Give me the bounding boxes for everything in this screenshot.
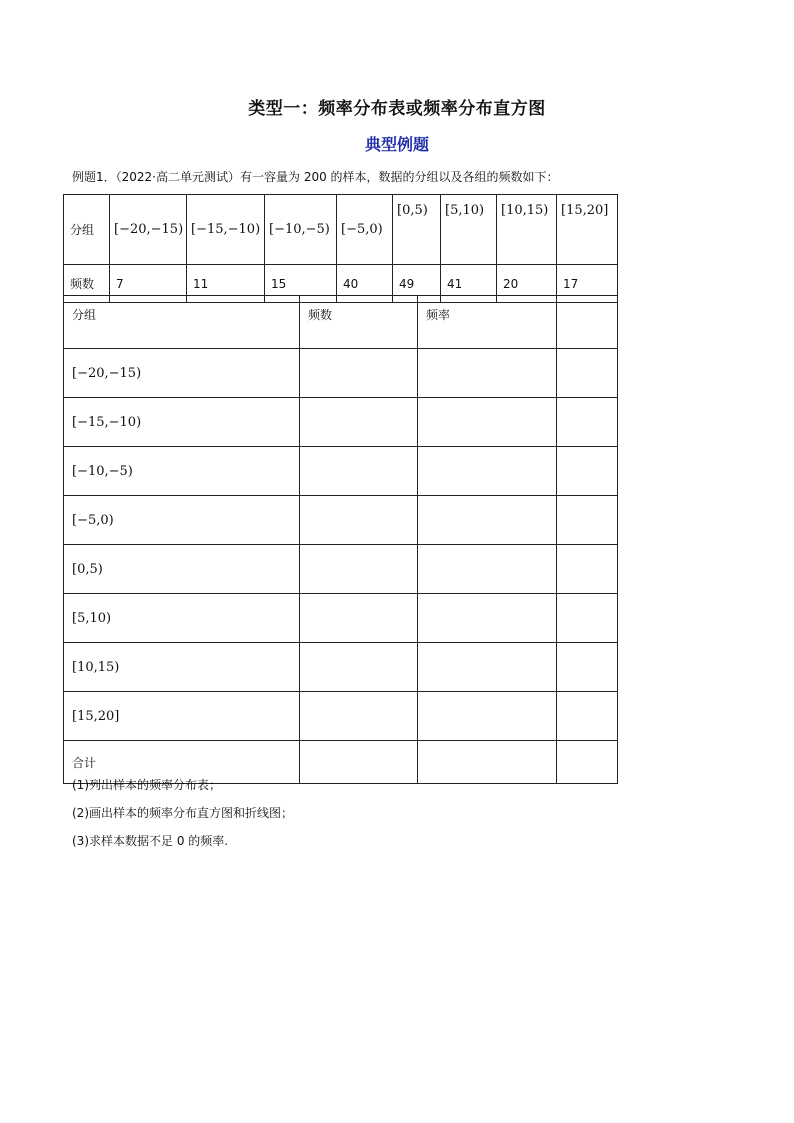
dist-interval-cell: [5,10) <box>64 594 300 643</box>
header-group: 分组 <box>64 195 110 265</box>
blank-cell <box>418 545 557 594</box>
interval-cell: [−15,−10) <box>187 195 265 265</box>
blank-cell <box>557 496 618 545</box>
dist-header-row <box>64 296 618 349</box>
blank-cell <box>557 594 618 643</box>
blank-cell <box>418 594 557 643</box>
count-cell: 20 <box>497 265 557 303</box>
blank-cell <box>300 692 418 741</box>
dist-interval-cell: [0,5) <box>64 545 300 594</box>
interval-cell: [15,20] <box>557 195 618 265</box>
dist-interval-cell: [−20,−15) <box>64 349 300 398</box>
blank-cell <box>418 398 557 447</box>
interval-cell: [−20,−15) <box>110 195 187 265</box>
question-3: (3)求样本数据不足 0 的频率. <box>72 834 229 848</box>
count-cell: 15 <box>265 265 337 303</box>
interval-cell: [10,15) <box>497 195 557 265</box>
count-cell: 7 <box>110 265 187 303</box>
dist-row <box>64 594 618 643</box>
problem-label: 例题1． <box>72 170 116 184</box>
dist-row <box>64 447 618 496</box>
interval-cell: [5,10) <box>441 195 497 265</box>
question-2: (2)画出样本的频率分布直方图和折线图； <box>72 806 293 820</box>
problem-source: （2022·高二单元测试） <box>115 170 240 184</box>
dist-row <box>64 496 618 545</box>
count-cell: 11 <box>187 265 265 303</box>
blank-cell <box>300 398 418 447</box>
blank-cell <box>557 545 618 594</box>
blank-cell <box>418 741 557 784</box>
interval-cell: [−10,−5) <box>265 195 337 265</box>
count-cell: 17 <box>557 265 618 303</box>
count-cell: 41 <box>441 265 497 303</box>
blank-cell <box>300 643 418 692</box>
dist-interval-cell: [−5,0) <box>64 496 300 545</box>
dist-header-rate: 频率 <box>418 296 557 349</box>
count-cell: 40 <box>337 265 393 303</box>
count-cell: 49 <box>393 265 441 303</box>
dist-row <box>64 643 618 692</box>
dist-interval-cell: [10,15) <box>64 643 300 692</box>
blank-cell <box>418 692 557 741</box>
problem-text: 有一容量为 200 的样本，数据的分组以及各组的频数如下： <box>240 170 559 184</box>
blank-cell <box>300 447 418 496</box>
interval-cell: [0,5) <box>393 195 441 265</box>
dist-header-group: 分组 <box>64 296 300 349</box>
blank-cell <box>418 447 557 496</box>
blank-cell <box>300 349 418 398</box>
frequency-count-table <box>63 194 618 303</box>
blank-cell <box>300 496 418 545</box>
blank-cell <box>300 594 418 643</box>
header-count: 频数 <box>64 265 110 303</box>
dist-interval-cell: [−15,−10) <box>64 398 300 447</box>
blank-cell <box>418 496 557 545</box>
interval-cell: [−5,0) <box>337 195 393 265</box>
blank-cell <box>300 741 418 784</box>
dist-header-count: 频数 <box>300 296 418 349</box>
dist-row <box>64 692 618 741</box>
question-1: (1)列出样本的频率分布表； <box>72 778 221 792</box>
section-subtitle: 典型例题 <box>364 135 429 154</box>
dist-row <box>64 398 618 447</box>
blank-cell <box>557 447 618 496</box>
blank-cell <box>418 643 557 692</box>
total-label: 合计 <box>64 741 300 784</box>
blank-cell <box>557 741 618 784</box>
interval-row <box>64 195 618 265</box>
frequency-distribution-table <box>63 295 618 784</box>
blank-cell <box>557 296 618 349</box>
section-title: 类型一：频率分布表或频率分布直方图 <box>248 99 546 119</box>
dist-row <box>64 349 618 398</box>
dist-row <box>64 545 618 594</box>
blank-cell <box>557 398 618 447</box>
blank-cell <box>557 349 618 398</box>
dist-interval-cell: [−10,−5) <box>64 447 300 496</box>
blank-cell <box>300 545 418 594</box>
blank-cell <box>557 692 618 741</box>
blank-cell <box>557 643 618 692</box>
problem-intro <box>72 168 559 185</box>
dist-interval-cell: [15,20] <box>64 692 300 741</box>
blank-cell <box>418 349 557 398</box>
